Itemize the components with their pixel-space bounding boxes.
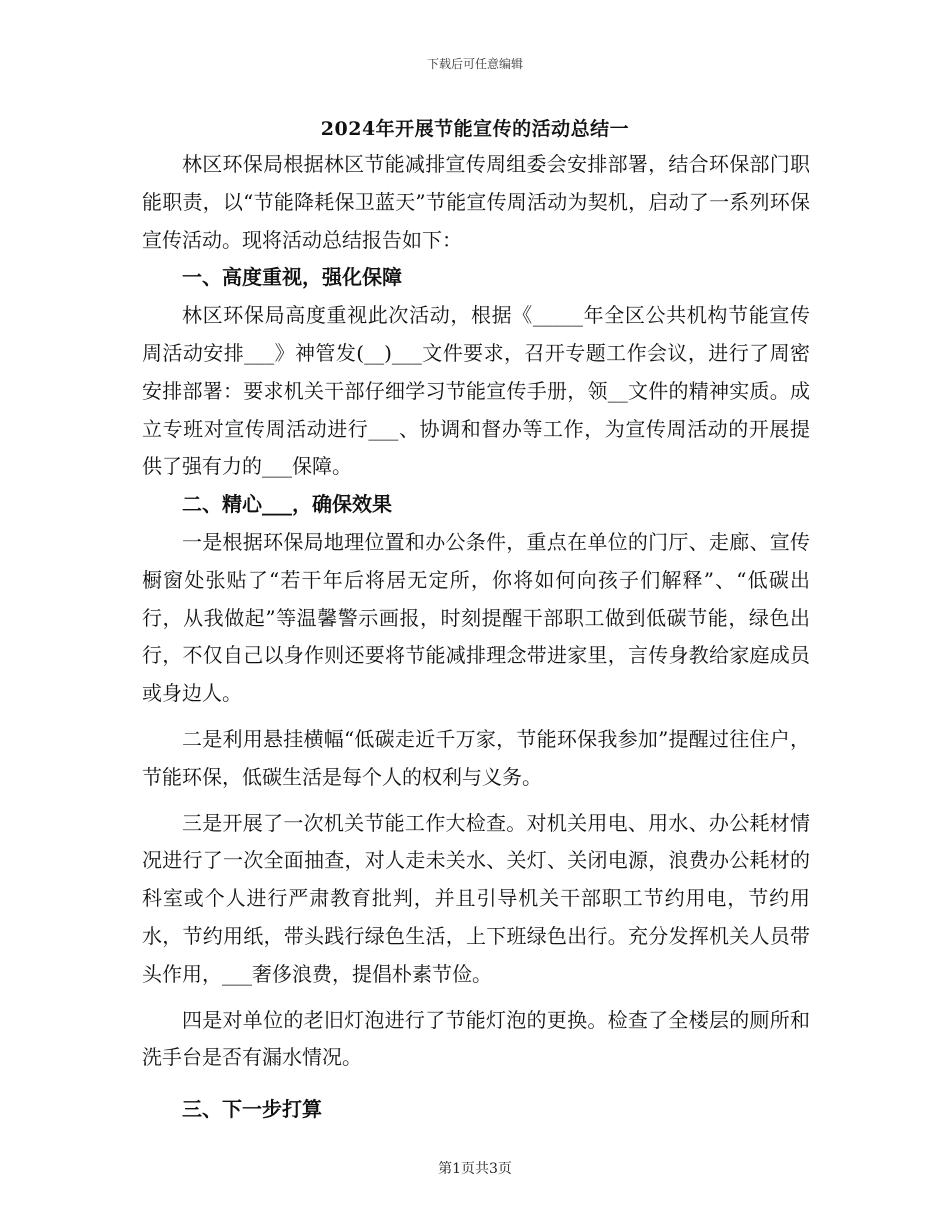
section-2-paragraph-2: 二是利用悬挂横幅“低碳走近千万家，节能环保我参加”提醒过往住户，节能环保，低碳生活是每个人的权利与义务。 bbox=[142, 726, 810, 789]
section-2-heading: 二、精心___，确保效果 bbox=[182, 492, 392, 517]
page-indicator: 第1页共3页 bbox=[438, 1161, 512, 1177]
document-title: 2024年开展节能宣传的活动总结一 bbox=[320, 118, 630, 140]
intro-paragraph: 林区环保局根据林区节能减排宣传周组委会安排部署，结合环保部门职能职责，以“节能降耗保卫蓝天”节能宣传周活动为契机，启动了一系列环保宣传活动。现将活动总结报告如下： bbox=[142, 152, 810, 252]
section-3-heading: 三、下一步打算 bbox=[182, 1097, 322, 1122]
section-2-paragraph-1: 一是根据环保局地理位置和办公条件，重点在单位的门厅、走廊、宣传橱窗处张贴了“若干年后将居无定所，你将如何向孩子们解释”、“低碳出行，从我做起”等温馨警示画报，时刻提醒干部职工做到低碳节能，绿色出行，不仅自己以身作则还要将节能减排理念带进家里，言传身教给家庭成员或身边人。 bbox=[142, 529, 810, 706]
section-2-paragraph-3: 三是开展了一次机关节能工作大检查。对机关用电、用水、办公耗材情况进行了一次全面抽查，对人走未关水、关灯、关闭电源，浪费办公耗材的科室或个人进行严肃教育批判，并且引导机关干部职工节约用电，节约用水，节约用纸，带头践行绿色生活，上下班绿色出行。充分发挥机关人员带头作用，___奢侈浪费，提倡朴素节俭。 bbox=[142, 810, 810, 986]
header-note: 下载后可任意编辑 bbox=[426, 57, 523, 71]
section-2-paragraph-4: 四是对单位的老旧灯泡进行了节能灯泡的更换。检查了全楼层的厕所和洗手台是否有漏水情况。 bbox=[142, 1007, 810, 1070]
document-body bbox=[142, 146, 810, 1129]
section-1-paragraph: 林区环保局高度重视此次活动，根据《_____年全区公共机构节能宣传周活动安排___》神管发(__)___文件要求，召开专题工作会议，进行了周密安排部署：要求机关干部仔细学习节能宣传手册，领__文件的精神实质。成立专班对宣传周活动进行___、协调和督办等工作，为宣传周活动的开展提供了强有力的___保障。 bbox=[142, 303, 810, 479]
section-1-heading: 一、高度重视，强化保障 bbox=[182, 265, 402, 290]
